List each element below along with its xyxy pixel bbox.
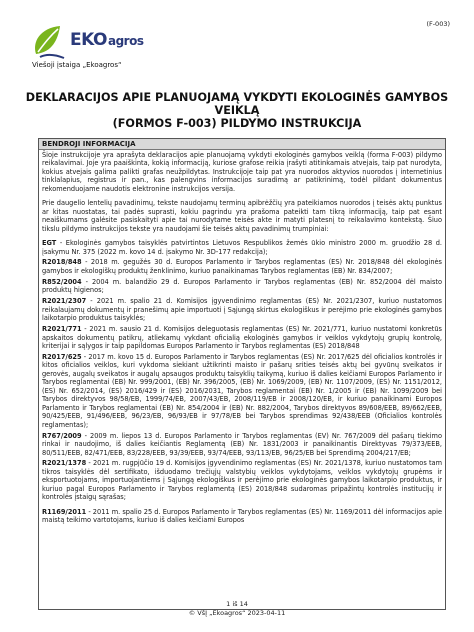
abbreviation-text: - 2021 m. sausio 21 d. Komisijos deleguotasis reglamentas (ES) Nr. 2021/771, kuriuo nustatomi konkretūs apskaitos dokumentų patikrų, atliekamų vykdant oficialią ekologinės gamybos ir veiklos vykdytojų grupių kontrolę, kriterijai ir sąlygos ir taip papildomas Europos Parlamento ir Tarybos reglamentas (ES) 2018/848 [42,325,442,351]
abbreviation-entry [42,353,442,429]
abbreviation-entry [42,459,442,501]
abbreviation-code: R767/2009 [42,431,82,440]
abbreviation-code: R2021/2307 [42,297,87,306]
form-code: (F-003) [426,20,450,28]
abbreviation-entry [42,278,442,295]
abbreviation-text: - 2004 m. balandžio 29 d. Europos Parlamento ir Tarybos reglamentas (EB) Nr. 852/2004 dėl maisto produktų higienos; [42,277,442,295]
abbreviation-entry [42,297,442,322]
abbreviation-text: - 2011 m. spalio 25 d. Europos Parlamento ir Tarybos reglamentas (ES) Nr. 1169/2011 dėl informacijos apie maistą teikimo vartotojams, kuriuo iš dalies keičiami Europos [42,507,442,525]
abbreviation-entry [42,239,442,256]
abbreviation-code: R1169/2011 [42,507,87,516]
abbreviation-code: R2017/625 [42,353,82,362]
abbreviation-list [42,239,442,525]
logo-caption: Viešoji įstaiga „Ekoagros“ [32,61,122,69]
abbreviation-code: R2021/1378 [42,459,87,468]
intro-paragraph: Šioje instrukcijoje yra aprašyta deklaracijos apie planuojamą vykdyti ekologinės gamybos veiklą (forma F-003) pildymo reikalavimai. Joje yra paaiškinta, kokią informaciją, kuriose grafose reikia įrašyti atitinkamais atvejais, taip pat nurodyta, kokius atvejais galima palikti grafas neužpildytas. Instrukcijoje taip pat yra nuorodos aktyvios nuorodos į internetinius tinklalapius, registrus ir pan., kas palengvins informacijos suradimą ar patikrinimą, todėl pildant dokumentus rekomenduojame naudotis elektronine instrukcijos versija. [42,151,442,193]
section-heading: BENDROJI INFORMACIJA [39,139,445,150]
ekoagros-logo [30,24,150,64]
abbreviation-text: - 2018 m. gegužės 30 d. Europos Parlamento ir Tarybos reglamentas (ES) Nr. 2018/848 dėl ekologinės gamybos ir ekologiškų produktų ženklinimo, kuriuo panaikinamas Tarybos reglamentas (EB) Nr. 834/2007; [42,258,442,275]
abbreviation-code: R2021/771 [42,325,82,334]
general-info-box [38,138,446,610]
abbreviation-text: - 2009 m. liepos 13 d. Europos Parlamento ir Tarybos reglamentas (EV) Nr. 767/2009 dėl pašarų tiekimo rinkai ir naudojimo, iš dalies keičiantis Reglamentą (EB) Nr. 1831/2003 ir panaikinantis Direktyvas 79/373/EEB, 80/511/EEB, 82/471/EEB, 83/228/EEB, 93/39/EEB, 93/74/EEB, 93/113/EB, 96/25/EB bei Sprendimą 2004/217/EB; [42,431,442,457]
abbreviation-code: R852/2004 [42,277,82,286]
abbreviation-entry [42,258,442,275]
section-body [39,150,445,525]
abbreviation-entry [42,432,442,457]
abbreviation-text: - 2021 m. rugpjūčio 19 d. Komisijos įgyvendinimo reglamentas (ES) Nr. 2021/1378, kuriuo nustatomos tam tikros taisyklės dėl sertifikato, išduodamo trečiųjų valstybių veiklos vykdytojams, veiklos vykdytojų grupėms ir eksportuotojams, importuojantiems į Sąjungą ekologiškus ir perėjimo prie ekologinės gamybos laikotarpio produktus, ir kuriuo pagal Europos Parlamento ir Tarybos reglamentą (ES) 2018/848 sudaromas pripažintų kontrolės institucijų ir kontrolės įstaigų sąrašas; [42,459,442,502]
abbreviation-entry [42,508,442,525]
title-line-2: (FORMOS F-003) PILDYMO INSTRUKCIJA [112,117,362,131]
abbreviation-entry [42,325,442,350]
abbreviation-code: R2018/848 [42,258,82,267]
logo-wordmark [70,30,143,50]
title-line-1: DEKLARACIJOS APIE PLANUOJAMĄ VYKDYTI EKOLOGINĖS GAMYBOS VEIKLĄ [25,91,449,118]
abbreviation-code: EGT [42,239,57,248]
logo-brand-main: EKO [70,30,107,50]
leaf-icon [30,24,70,62]
logo-brand-sub: agros [107,34,144,48]
abbreviation-text: - 2021 m. spalio 21 d. Komisijos įgyvendinimo reglamentas (ES) Nr. 2021/2307, kuriuo nustatomos reikalaujamų dokumentų ir pranešimų apie importuoti į Sąjungą skirtus ekologiškus ir perėjimo prie ekologinės gamybos laikotarpio produktus taisyklės; [42,297,442,323]
abbreviation-text: - 2017 m. kovo 15 d. Europos Parlamento ir Tarybos reglamentas (ES) Nr. 2017/625 dėl oficialios kontrolės ir kitos oficialios veiklos, kuri vykdoma siekiant užtikrinti maisto ir pašarų srities teisės aktų bei gyvūnų sveikatos ir gerovės, augalų sveikatos ir augalų apsaugos produktų taisyklių taikymą, kuriuo iš dalies keičiami Europos Parlamento ir Tarybos reglamentai (EB) Nr. 999/2001, (EB) Nr. 396/2005, (EB) Nr. 1069/2009, (EB) Nr. 1107/2009, (ES) Nr. 1151/2012, (ES) Nr. 652/2014, (ES) 2016/429 ir (ES) 2016/2031, Tarybos reglamentai (EB) Nr. 1/2005 ir (EB) Nr. 1099/2009 bei Tarybos direktyvos 98/58/EB, 1999/74/EB, 2007/43/EB, 2008/119/EB ir 2008/120/EB, ir kuriuo panaikinami Europos Parlamento ir Tarybos reglamentai (EB) Nr. 854/2004 ir (EB) Nr. 882/2004, Tarybos direktyvos 89/608/EEB, 89/662/EEB, 90/425/EEB, 91/496/EEB, 96/23/EB, 96/93/EB ir 97/78/EB bei Tarybos sprendimas 92/438/EEB (Oficialios kontrolės reglamentas); [42,353,442,429]
footer-copyright: © VšĮ „Ekoagros“ 2023-04-11 [188,609,286,617]
abbreviation-text: - Ekologinės gamybos taisyklės patvirtintos Lietuvos Respublikos žemės ūkio ministro 2000 m. gruodžio 28 d. įsakymu Nr. 375 (2022 m. kovo 14 d. įsakymo Nr. 3D-177 redakcija); [42,239,442,256]
page-number: 1 iš 14 [226,600,248,608]
document-title [20,91,454,131]
intro-paragraph-2: Prie daugelio lentelių pavadinimų, tekste naudojamų terminų apibrėžčių yra pateikiamos nuorodos į teisės aktų punktus ar kitas nuostatas, tai padės suprasti, kokiu pagrindu yra prašoma pateikti tam tikrą informaciją, taip pat esant neaiškumams galėsite pasiskaityti apie tai nurodytame teisės akte ir matyti platesnį to reikalavimo kontekstą. Šiuo tikslu pildymo instrukcijos tekste yra naudojami šie teisės aktų pavadinimų trumpiniai: [42,199,442,233]
